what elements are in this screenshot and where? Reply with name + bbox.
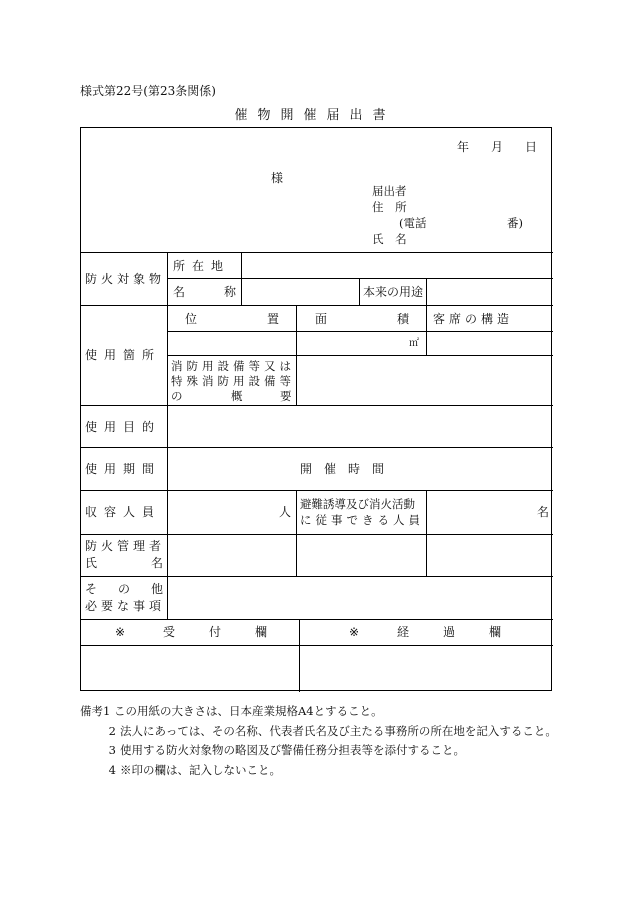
row-divider — [81, 645, 553, 646]
row-divider — [81, 576, 553, 577]
fire-target-label: 防火対象物 — [85, 272, 166, 286]
row-divider — [81, 405, 553, 406]
note-number: 3 — [108, 743, 116, 757]
equipment-label-line3c: 要 — [280, 389, 292, 403]
evacuation-label-line2: に従事できる人員 — [300, 513, 424, 527]
col-divider — [359, 278, 360, 305]
phone-open: (電話 — [399, 216, 427, 230]
row-divider — [81, 447, 553, 448]
note-text: この用紙の大きさは、日本産業規格A4とすること。 — [113, 704, 383, 718]
year-label: 年 — [457, 140, 470, 154]
note-number: 4 — [108, 762, 116, 777]
row-divider — [81, 252, 553, 253]
note-number: 2 — [108, 723, 116, 738]
month-label: 月 — [491, 140, 504, 154]
note-item — [80, 702, 557, 722]
fire-manager-label-line1: 防火管理者 — [85, 539, 166, 553]
other-label-line2: 必要な事項 — [85, 599, 166, 613]
original-use-label: 本来の用途 — [363, 285, 424, 299]
period-label: 使用期間 — [85, 462, 162, 476]
row-divider — [167, 331, 553, 332]
location-label: 所在地 — [173, 259, 231, 273]
note-text: 法人にあっては、その名称、代表者氏名及び主たる事務所の所在地を記入すること。 — [120, 723, 557, 738]
name-row-label-b: 称 — [224, 285, 237, 299]
col-divider — [426, 305, 427, 355]
phone-close: 番) — [507, 216, 523, 230]
document-title: 催物開催届出書 — [234, 108, 396, 123]
name-row-label-a: 名 — [173, 285, 186, 299]
person-suffix: 人 — [279, 505, 292, 519]
day-label: 日 — [525, 140, 538, 154]
capacity-label: 収容人員 — [85, 505, 162, 519]
col-divider — [426, 278, 427, 305]
unit-m2: ㎡ — [409, 338, 419, 349]
note-item — [80, 722, 557, 742]
note-number: 備考1 — [80, 704, 111, 718]
event-time-label: 開催時間 — [300, 462, 397, 476]
other-label-a: そ — [85, 582, 98, 596]
col-divider — [296, 490, 297, 576]
note-text: ※印の欄は、記入しないこと。 — [120, 762, 281, 777]
equipment-label-line2: 特殊消防用設備等 — [171, 374, 295, 388]
address-label: 住 所 — [372, 200, 411, 214]
name-label: 氏 名 — [372, 232, 411, 246]
fire-manager-label-line2b: 名 — [151, 556, 164, 570]
row-divider — [167, 355, 553, 356]
evacuation-label-line1: 避難誘導及び消火活動 — [300, 497, 415, 511]
row-divider — [167, 278, 553, 279]
col-divider — [426, 490, 427, 576]
reception-mark: ※ — [115, 625, 126, 639]
position-label-b: 置 — [267, 312, 280, 326]
area-label-a: 面 — [315, 312, 328, 326]
col-divider — [241, 252, 242, 305]
seating-structure-label: 客席の構造 — [433, 312, 514, 326]
notes — [80, 702, 557, 780]
row-divider — [81, 534, 553, 535]
equipment-label-line3a: の — [171, 389, 183, 403]
position-label-a: 位 — [185, 312, 198, 326]
col-divider — [296, 305, 297, 405]
area-label-b: 積 — [397, 312, 410, 326]
notifier-label: 届出者 — [372, 184, 407, 198]
form-table — [80, 127, 552, 691]
purpose-label: 使用目的 — [85, 420, 162, 434]
row-divider — [81, 305, 553, 306]
row-divider — [81, 619, 553, 620]
addressee-suffix: 様 — [271, 171, 284, 185]
equipment-label-line1: 消防用設備等又は — [171, 359, 295, 373]
row-divider — [81, 490, 553, 491]
note-item — [80, 741, 557, 761]
progress-label: 経過欄 — [397, 625, 536, 639]
fire-manager-label-line2a: 氏 — [85, 556, 98, 570]
count-suffix: 名 — [537, 505, 550, 519]
usage-area-label: 使用箇所 — [85, 348, 162, 362]
note-text: 使用する防火対象物の略図及び警備任務分担表等を添付すること。 — [120, 743, 465, 757]
equipment-label-line3b: 概 — [231, 389, 243, 403]
reception-label: 受付欄 — [163, 625, 302, 639]
other-label-b: の — [118, 582, 131, 596]
other-label-c: 他 — [151, 582, 164, 596]
note-item — [80, 761, 557, 781]
form-number: 様式第22号(第23条関係) — [80, 84, 216, 98]
col-divider — [167, 252, 168, 619]
progress-mark: ※ — [349, 625, 360, 639]
